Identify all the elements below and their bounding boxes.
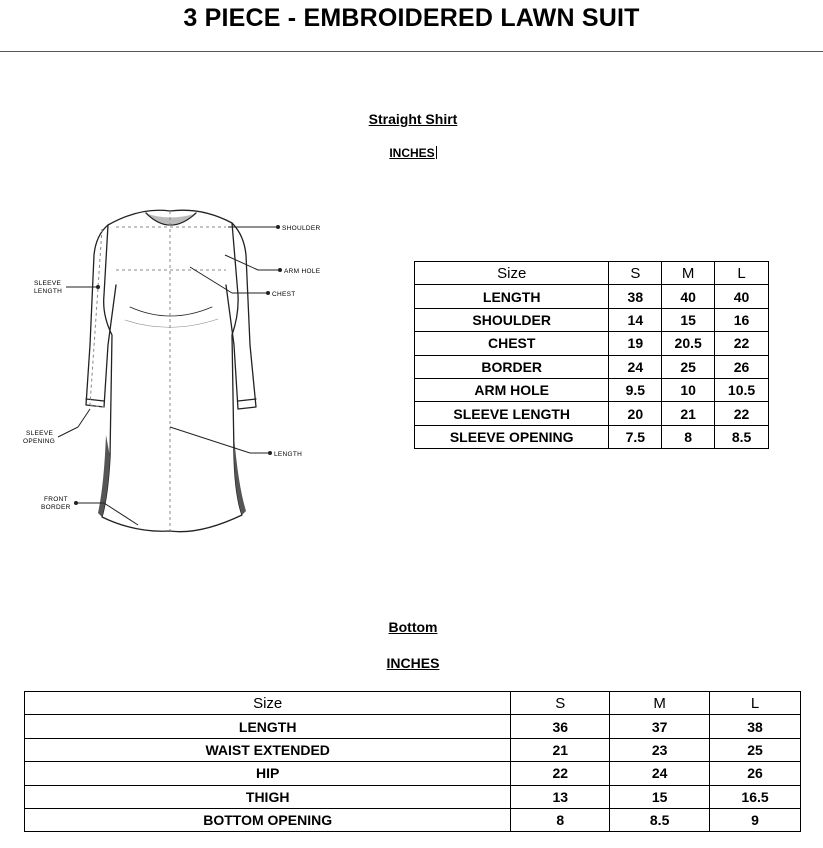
bottom-table-header-cell: L — [710, 692, 801, 715]
shirt-table-row — [415, 332, 769, 355]
shirt-table-row — [415, 285, 769, 308]
shirt-table-header-cell: Size — [415, 262, 609, 285]
shirt-table-size-value: 24 — [609, 355, 662, 378]
bottom-table-header-cell: M — [610, 692, 710, 715]
shirt-table-measure-label: SLEEVE OPENING — [415, 425, 609, 448]
shirt-table-header-cell: M — [662, 262, 715, 285]
diagram-label-length: LENGTH — [274, 451, 303, 458]
shirt-table-measure-label: CHEST — [415, 332, 609, 355]
shirt-table-size-value: 8 — [662, 425, 715, 448]
bottom-table-row — [25, 785, 801, 808]
shirt-table-size-value: 21 — [662, 402, 715, 425]
bottom-table-size-value: 23 — [610, 738, 710, 761]
bottom-table-size-value: 13 — [511, 785, 610, 808]
shirt-table-size-value: 40 — [662, 285, 715, 308]
diagram-label-sleeve-opening-2: OPENING — [23, 438, 56, 445]
bottom-table-row — [25, 808, 801, 831]
shirt-size-table — [414, 261, 769, 449]
diagram-label-chest: CHEST — [272, 291, 296, 298]
shirt-table-row — [415, 378, 769, 401]
shirt-table-size-value: 22 — [715, 402, 769, 425]
bottom-table-row — [25, 762, 801, 785]
shirt-table-size-value: 7.5 — [609, 425, 662, 448]
bottom-table-header-row — [25, 692, 801, 715]
shirt-table-size-value: 25 — [662, 355, 715, 378]
bottom-table-size-value: 26 — [710, 762, 801, 785]
shirt-table-measure-label: SLEEVE LENGTH — [415, 402, 609, 425]
bottom-table-size-value: 9 — [710, 808, 801, 831]
bottom-heading: Bottom — [388, 619, 438, 635]
shirt-table-row — [415, 425, 769, 448]
shirt-table-size-value: 8.5 — [715, 425, 769, 448]
shirt-table-measure-label: BORDER — [415, 355, 609, 378]
bottom-table-row — [25, 715, 801, 738]
bottom-table-size-value: 8 — [511, 808, 610, 831]
shirt-unit-text: INCHES — [389, 146, 435, 160]
shirt-table-size-value: 40 — [715, 285, 769, 308]
shirt-table-measure-label: SHOULDER — [415, 308, 609, 331]
bottom-table-header-cell: S — [511, 692, 610, 715]
page-title: 3 PIECE - EMBROIDERED LAWN SUIT — [183, 4, 640, 32]
bottom-table-row — [25, 738, 801, 761]
bottom-table-size-value: 15 — [610, 785, 710, 808]
bottom-table-measure-label: BOTTOM OPENING — [25, 808, 511, 831]
shirt-table-size-value: 20 — [609, 402, 662, 425]
bottom-table-size-value: 25 — [710, 738, 801, 761]
diagram-label-sleeve-length-1: SLEEVE — [34, 280, 62, 287]
shirt-heading: Straight Shirt — [368, 111, 458, 127]
bottom-table-header-cell: Size — [25, 692, 511, 715]
shirt-table-row — [415, 308, 769, 331]
bottom-table-size-value: 22 — [511, 762, 610, 785]
bottom-table-size-value: 36 — [511, 715, 610, 738]
diagram-label-arm-hole: ARM HOLE — [284, 268, 321, 275]
bottom-table-measure-label: THIGH — [25, 785, 511, 808]
shirt-table-size-value: 26 — [715, 355, 769, 378]
shirt-unit-label — [383, 146, 443, 160]
diagram-label-front-border-2: BORDER — [41, 504, 71, 511]
shirt-table-measure-label: LENGTH — [415, 285, 609, 308]
shirt-table-size-value: 38 — [609, 285, 662, 308]
shirt-body-outline — [102, 210, 242, 531]
shirt-table-size-value: 22 — [715, 332, 769, 355]
shirt-table-size-value: 9.5 — [609, 378, 662, 401]
diagram-label-shoulder: SHOULDER — [282, 225, 321, 232]
bottom-table-size-value: 37 — [610, 715, 710, 738]
bottom-table-size-value: 38 — [710, 715, 801, 738]
diagram-label-sleeve-opening-1: SLEEVE — [26, 430, 54, 437]
shirt-table-header-cell: S — [609, 262, 662, 285]
shirt-table-size-value: 15 — [662, 308, 715, 331]
text-cursor — [436, 146, 437, 159]
bottom-unit-label: INCHES — [386, 655, 440, 671]
shirt-table-size-value: 19 — [609, 332, 662, 355]
right-sleeve-outline — [226, 223, 256, 409]
bottom-table-size-value: 8.5 — [610, 808, 710, 831]
bottom-table-measure-label: HIP — [25, 762, 511, 785]
diagram-label-sleeve-length-2: LENGTH — [34, 288, 63, 295]
shirt-table-row — [415, 402, 769, 425]
shirt-table-row — [415, 355, 769, 378]
bottom-table-size-value: 21 — [511, 738, 610, 761]
right-slit-shading — [234, 435, 246, 515]
bottom-size-table — [24, 691, 801, 832]
shirt-table-size-value: 20.5 — [662, 332, 715, 355]
bottom-table-measure-label: WAIST EXTENDED — [25, 738, 511, 761]
bottom-table-measure-label: LENGTH — [25, 715, 511, 738]
diagram-label-front-border-1: FRONT — [44, 496, 68, 503]
shirt-table-size-value: 14 — [609, 308, 662, 331]
shirt-table-size-value: 10 — [662, 378, 715, 401]
bottom-table-size-value: 24 — [610, 762, 710, 785]
shirt-table-size-value: 10.5 — [715, 378, 769, 401]
bottom-table-size-value: 16.5 — [710, 785, 801, 808]
title-divider — [0, 51, 823, 52]
shirt-table-header-row — [415, 262, 769, 285]
shirt-table-measure-label: ARM HOLE — [415, 378, 609, 401]
shirt-measurement-diagram — [20, 195, 340, 545]
left-slit-shading — [98, 435, 110, 517]
shirt-table-size-value: 16 — [715, 308, 769, 331]
shirt-table-header-cell: L — [715, 262, 769, 285]
